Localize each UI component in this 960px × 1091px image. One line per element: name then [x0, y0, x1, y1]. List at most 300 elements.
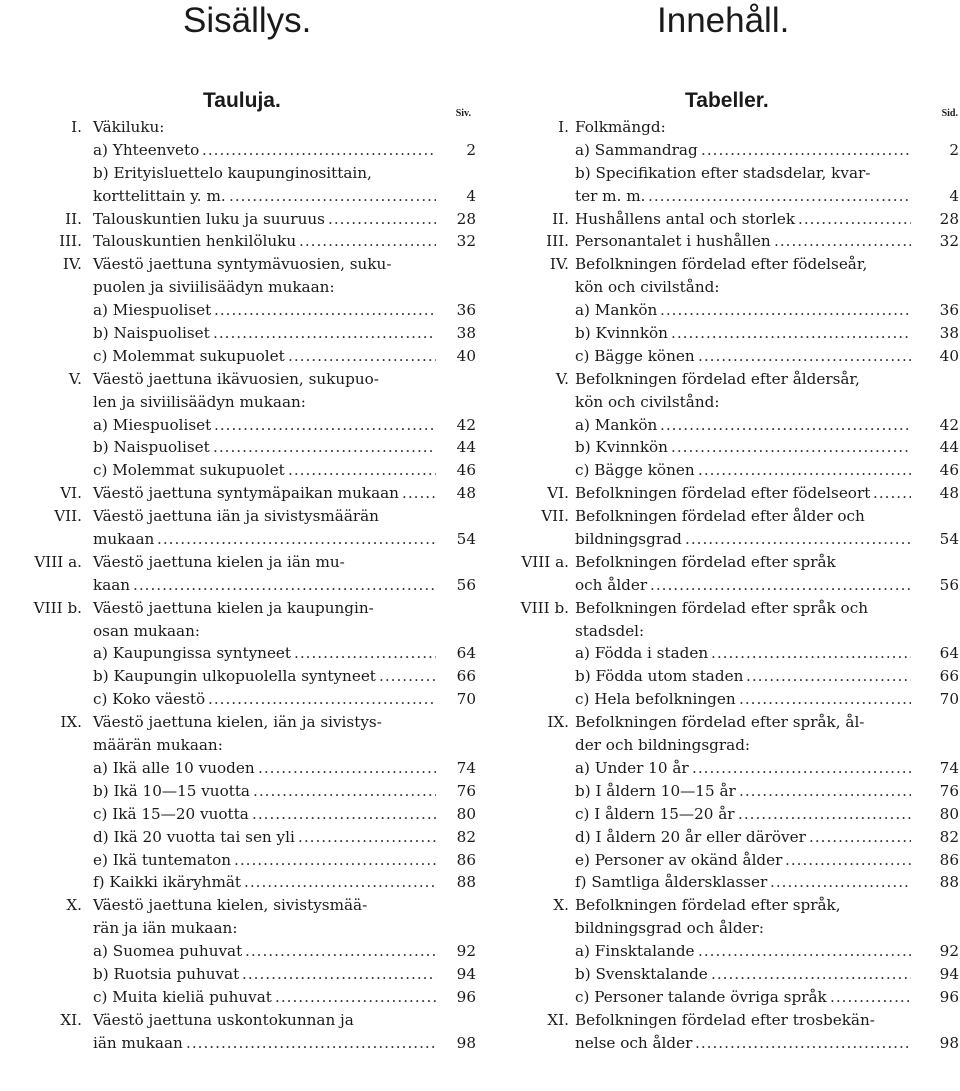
toc-entry-text: Personantalet i hushållen [575, 232, 771, 251]
dot-leader [229, 185, 436, 208]
toc-entry-number: IV. [62, 255, 82, 274]
toc-entry [0, 849, 480, 872]
dot-leader [746, 665, 911, 688]
toc-entry-text: Befolkningen fördelad efter födelseår, [575, 255, 868, 274]
toc-entry-text: b) Naispuoliset [93, 438, 210, 457]
toc-entry [500, 414, 960, 437]
toc-entry-number: VI. [60, 484, 82, 503]
toc-entry-page: 88 [939, 873, 959, 892]
toc-entry-page: 28 [456, 209, 476, 228]
dot-leader [698, 459, 911, 482]
toc-entry-text: Befolkningen fördelad efter trosbekän- [575, 1010, 875, 1029]
toc-entry-text: nelse och ålder [575, 1033, 693, 1052]
toc-entry-page: 66 [456, 667, 476, 686]
toc-entry-page: 2 [949, 140, 959, 159]
toc-entry-text: c) Muita kieliä puhuvat [93, 987, 272, 1006]
toc-entry [0, 391, 480, 414]
toc-entry-page: 46 [939, 461, 959, 480]
toc-entry [500, 551, 960, 574]
toc-list [500, 116, 960, 1055]
section-subtitle: Tabeller. [685, 89, 769, 112]
dot-leader [660, 414, 911, 437]
toc-entry-text: puolen ja siviilisäädyn mukaan: [93, 278, 335, 297]
toc-entry [0, 986, 480, 1009]
toc-entry [0, 322, 480, 345]
toc-entry-number: VII. [541, 507, 569, 526]
toc-entry [0, 780, 480, 803]
toc-entry-number: VIII b. [33, 598, 82, 617]
toc-entry-number: II. [65, 209, 82, 228]
dot-leader [242, 963, 436, 986]
toc-entry-page: 74 [939, 758, 959, 777]
toc-entry-text: stadsdel: [575, 621, 645, 640]
toc-entry-text: e) Personer av okänd ålder [575, 850, 783, 869]
toc-entry-text: b) Kaupungin ulkopuolella syntyneet [93, 667, 376, 686]
toc-entry-text: kaan [93, 575, 131, 594]
toc-entry-text: Talouskuntien luku ja suuruus [93, 209, 325, 228]
toc-entry-text: c) Molemmat sukupuolet [93, 346, 285, 365]
toc-entry-page: 44 [456, 438, 476, 457]
dot-leader [328, 208, 436, 231]
toc-entry-number: V. [555, 369, 569, 388]
toc-entry-page: 56 [939, 575, 959, 594]
dot-leader [288, 459, 436, 482]
toc-entry [0, 574, 480, 597]
toc-entry [500, 620, 960, 643]
dot-leader [671, 436, 911, 459]
toc-entry [500, 208, 960, 231]
toc-entry-page: 42 [456, 415, 476, 434]
toc-entry-text: Befolkningen fördelad efter åldersår, [575, 369, 860, 388]
toc-entry-text: a) Födda i staden [575, 644, 709, 663]
toc-entry-text: Väestö jaettuna kielen ja iän mu- [93, 552, 345, 571]
dot-leader [770, 871, 911, 894]
toc-entry [0, 826, 480, 849]
toc-entry [0, 597, 480, 620]
toc-entry-text: d) Ikä 20 vuotta tai sen yli [93, 827, 295, 846]
toc-entry-page: 64 [939, 644, 959, 663]
toc-entry-page: 92 [456, 942, 476, 961]
toc-entry-text: c) Koko väestö [93, 690, 206, 709]
toc-entry [0, 757, 480, 780]
toc-entry [500, 757, 960, 780]
dot-leader [739, 688, 911, 711]
toc-entry [0, 253, 480, 276]
toc-entry-page: 36 [939, 301, 959, 320]
dot-leader [809, 826, 911, 849]
dot-leader [695, 1032, 911, 1055]
toc-entry [0, 459, 480, 482]
toc-entry [0, 208, 480, 231]
toc-entry-text: b) Naispuoliset [93, 324, 210, 343]
dot-leader [214, 414, 436, 437]
dot-leader [186, 1032, 436, 1055]
dot-leader [830, 986, 911, 1009]
dot-leader [698, 345, 911, 368]
toc-entry-page: 32 [456, 232, 476, 251]
toc-entry-text: a) Mankön [575, 415, 658, 434]
toc-entry-text: c) I åldern 15—20 år [575, 804, 735, 823]
toc-entry [500, 253, 960, 276]
dot-leader [214, 299, 436, 322]
page-column-header: Siv. [455, 108, 471, 119]
toc-entry-page: 48 [456, 484, 476, 503]
toc-entry-text: a) Mankön [575, 301, 658, 320]
toc-entry [0, 917, 480, 940]
toc-entry-number: XI. [60, 1010, 82, 1029]
dot-leader [252, 803, 436, 826]
toc-entry [0, 414, 480, 437]
toc-entry-page: 94 [939, 964, 959, 983]
toc-entry-text: Befolkningen fördelad efter språk, [575, 896, 841, 915]
toc-entry [0, 871, 480, 894]
toc-entry [0, 551, 480, 574]
toc-entry-page: 54 [939, 530, 959, 549]
toc-entry [500, 711, 960, 734]
toc-entry [0, 162, 480, 185]
toc-entry [0, 436, 480, 459]
toc-entry [500, 642, 960, 665]
toc-entry-text: bildningsgrad och ålder: [575, 919, 764, 938]
toc-entry-page: 98 [939, 1033, 959, 1052]
toc-entry [0, 482, 480, 505]
toc-entry-number: IX. [60, 713, 82, 732]
toc-entry-page: 44 [939, 438, 959, 457]
dot-leader [244, 871, 436, 894]
dot-leader [213, 322, 436, 345]
toc-entry-text: Väestö jaettuna kielen ja kaupungin- [93, 598, 374, 617]
toc-entry-page: 76 [456, 781, 476, 800]
toc-entry [500, 139, 960, 162]
toc-entry-text: Väestö jaettuna uskontokunnan ja [93, 1010, 354, 1029]
dot-leader [698, 940, 911, 963]
toc-entry-page: 36 [456, 301, 476, 320]
toc-entry [500, 734, 960, 757]
toc-entry-page: 40 [456, 346, 476, 365]
toc-entry-page: 86 [456, 850, 476, 869]
toc-entry-page: 92 [939, 942, 959, 961]
toc-entry-text: Talouskuntien henkilöluku [93, 232, 297, 251]
toc-entry-page: 56 [456, 575, 476, 594]
toc-entry-page: 86 [939, 850, 959, 869]
toc-entry-text: kön och civilstånd: [575, 278, 720, 297]
toc-entry-text: Befolkningen fördelad efter språk, ål- [575, 713, 865, 732]
toc-entry-number: X. [553, 896, 569, 915]
toc-entry [500, 665, 960, 688]
toc-entry-page: 46 [456, 461, 476, 480]
toc-entry [0, 734, 480, 757]
toc-entry [500, 345, 960, 368]
toc-entry [0, 940, 480, 963]
toc-entry-text: a) Suomea puhuvat [93, 942, 243, 961]
toc-entry-text: der och bildningsgrad: [575, 736, 751, 755]
toc-entry-page: 88 [456, 873, 476, 892]
toc-entry-number: IV. [549, 255, 569, 274]
toc-entry [500, 299, 960, 322]
toc-entry [500, 368, 960, 391]
dot-leader [258, 757, 436, 780]
toc-entry [0, 1032, 480, 1055]
toc-entry-page: 66 [939, 667, 959, 686]
toc-entry-text: ter m. m. [575, 186, 646, 205]
toc-entry-text: len ja siviilisäädyn mukaan: [93, 392, 306, 411]
dot-leader [402, 482, 436, 505]
toc-entry [500, 322, 960, 345]
toc-entry-page: 76 [939, 781, 959, 800]
toc-entry [500, 894, 960, 917]
toc-entry [500, 574, 960, 597]
toc-entry [500, 1009, 960, 1032]
toc-entry-page: 80 [456, 804, 476, 823]
dot-leader [202, 139, 436, 162]
toc-entry-text: c) Ikä 15—20 vuotta [93, 804, 249, 823]
dot-leader [785, 849, 911, 872]
dot-leader [133, 574, 436, 597]
toc-entry [0, 299, 480, 322]
toc-entry-number: I. [71, 118, 82, 136]
toc-entry-text: a) Finsktalande [575, 942, 695, 961]
toc-entry [500, 688, 960, 711]
toc-entry-text: c) Bägge könen [575, 461, 695, 480]
toc-entry [500, 963, 960, 986]
toc-entry [0, 642, 480, 665]
toc-entry-text: Väestö jaettuna ikävuosien, sukupuo- [93, 369, 379, 388]
toc-entry-text: a) Sammandrag [575, 140, 698, 159]
toc-entry-text: a) Ikä alle 10 vuoden [93, 758, 255, 777]
dot-leader [798, 208, 911, 231]
toc-entry-page: 94 [456, 964, 476, 983]
dot-leader [701, 139, 911, 162]
dot-leader [660, 299, 911, 322]
toc-entry [500, 803, 960, 826]
toc-entry-page: 38 [939, 324, 959, 343]
toc-entry-text: a) Miespuoliset [93, 301, 212, 320]
toc-entry [500, 826, 960, 849]
toc-entry-text: a) Under 10 år [575, 758, 689, 777]
toc-entry-text: Väestö jaettuna kielen, iän ja sivistys- [93, 713, 382, 732]
toc-entry-text: c) Bägge könen [575, 346, 695, 365]
toc-entry [500, 162, 960, 185]
toc-entry-number: VIII b. [520, 598, 569, 617]
toc-entry [500, 116, 960, 139]
toc-entry [500, 230, 960, 253]
toc-entry-text: Folkmängd: [575, 118, 666, 136]
toc-entry-text: rän ja iän mukaan: [93, 919, 238, 938]
toc-entry-text: och ålder [575, 575, 648, 594]
toc-entry-page: 40 [939, 346, 959, 365]
toc-entry-text: b) Svensktalande [575, 964, 708, 983]
toc-entry-text: b) Ruotsia puhuvat [93, 964, 240, 983]
dot-leader [253, 780, 436, 803]
toc-entry-number: VII. [54, 507, 82, 526]
toc-entry [500, 505, 960, 528]
toc-entry-text: c) Hela befolkningen [575, 690, 736, 709]
toc-entry-text: Befolkningen fördelad efter språk och [575, 598, 868, 617]
toc-entry [0, 505, 480, 528]
toc-entry [0, 963, 480, 986]
toc-entry [500, 276, 960, 299]
toc-entry-text: f) Samtliga åldersklasser [575, 873, 768, 892]
toc-entry-text: f) Kaikki ikäryhmät [93, 873, 242, 892]
toc-entry-page: 28 [939, 209, 959, 228]
toc-entry [0, 620, 480, 643]
dot-leader [873, 482, 911, 505]
toc-column-swedish [500, 88, 960, 1055]
toc-entry-number: IX. [547, 713, 569, 732]
toc-entry-number: XI. [547, 1010, 569, 1029]
toc-entry-text: b) Kvinnkön [575, 438, 668, 457]
toc-entry-page: 54 [456, 530, 476, 549]
toc-entry [500, 917, 960, 940]
toc-entry-page: 64 [456, 644, 476, 663]
toc-entry [0, 230, 480, 253]
toc-entry [500, 436, 960, 459]
toc-entry [0, 665, 480, 688]
toc-entry-text: b) Födda utom staden [575, 667, 744, 686]
toc-entry-text: b) Erityisluettelo kaupunginosittain, [93, 163, 372, 182]
toc-entry [500, 849, 960, 872]
toc-entry [0, 894, 480, 917]
toc-entry-text: b) Ikä 10—15 vuotta [93, 781, 250, 800]
section-header [500, 88, 960, 119]
dot-leader [692, 757, 911, 780]
dot-leader [298, 826, 436, 849]
toc-entry-number: V. [68, 369, 82, 388]
toc-entry [0, 528, 480, 551]
toc-entry-number: VIII a. [34, 552, 82, 571]
page-column-header: Sid. [941, 108, 958, 119]
toc-entry-number: III. [59, 232, 82, 251]
toc-entry-page: 4 [466, 186, 476, 205]
dot-leader [379, 665, 436, 688]
section-subtitle: Tauluja. [203, 89, 281, 112]
dot-leader [245, 940, 436, 963]
toc-entry-number: III. [546, 232, 569, 251]
page-title-finnish: Sisällys. [183, 1, 312, 40]
toc-entry-page: 74 [456, 758, 476, 777]
toc-entry-text: Väestö jaettuna syntymävuosien, suku- [93, 255, 392, 274]
dot-leader [685, 528, 911, 551]
toc-entry-page: 42 [939, 415, 959, 434]
toc-entry-text: Väkiluku: [93, 118, 165, 136]
dot-leader [650, 574, 911, 597]
toc-entry-number: I. [558, 118, 569, 136]
dot-leader [213, 436, 436, 459]
toc-entry-page: 80 [939, 804, 959, 823]
toc-entry-text: Väestö jaettuna kielen, sivistysmää- [93, 896, 368, 915]
toc-entry-page: 4 [949, 186, 959, 205]
toc-entry-page: 82 [456, 827, 476, 846]
toc-entry [500, 871, 960, 894]
toc-entry-number: VI. [547, 484, 569, 503]
toc-entry [500, 391, 960, 414]
dot-leader [299, 230, 436, 253]
section-header [0, 88, 480, 119]
toc-entry [500, 528, 960, 551]
toc-entry [500, 459, 960, 482]
toc-entry-page: 96 [456, 987, 476, 1006]
toc-entry [0, 711, 480, 734]
toc-entry [0, 1009, 480, 1032]
toc-entry-text: b) Kvinnkön [575, 324, 668, 343]
dot-leader [294, 642, 436, 665]
dot-leader [234, 849, 436, 872]
toc-entry-text: bildningsgrad [575, 530, 682, 549]
toc-entry [0, 185, 480, 208]
toc-entry-page: 38 [456, 324, 476, 343]
dot-leader [739, 780, 911, 803]
toc-entry-text: c) Personer talande övriga språk [575, 987, 827, 1006]
toc-entry [0, 803, 480, 826]
toc-entry-text: määrän mukaan: [93, 736, 223, 755]
toc-entry [0, 276, 480, 299]
toc-entry-text: Befolkningen fördelad efter födelseort [575, 484, 871, 503]
dot-leader [738, 803, 911, 826]
toc-entry [500, 597, 960, 620]
toc-entry-page: 96 [939, 987, 959, 1006]
dot-leader [711, 642, 911, 665]
toc-entry-text: kön och civilstånd: [575, 392, 720, 411]
toc-entry-text: korttelittain y. m. [93, 186, 226, 205]
toc-entry [0, 139, 480, 162]
toc-entry [500, 185, 960, 208]
toc-entry-page: 2 [466, 140, 476, 159]
dot-leader [275, 986, 436, 1009]
toc-entry-page: 98 [456, 1033, 476, 1052]
toc-entry-text: d) I åldern 20 år eller däröver [575, 827, 806, 846]
toc-entry-number: II. [552, 209, 569, 228]
toc-entry-number: X. [66, 896, 82, 915]
dot-leader [648, 185, 911, 208]
toc-entry [500, 1032, 960, 1055]
toc-entry-text: e) Ikä tuntematon [93, 850, 232, 869]
toc-entry-text: osan mukaan: [93, 621, 200, 640]
toc-entry-text: Väestö jaettuna syntymäpaikan mukaan [93, 484, 399, 503]
toc-entry-text: Befolkningen fördelad efter ålder och [575, 507, 865, 526]
toc-entry [0, 368, 480, 391]
dot-leader [157, 528, 436, 551]
dot-leader [711, 963, 911, 986]
toc-entry-text: iän mukaan [93, 1033, 183, 1052]
toc-entry [500, 482, 960, 505]
toc-entry [500, 940, 960, 963]
toc-entry-text: a) Kaupungissa syntyneet [93, 644, 292, 663]
toc-entry-page: 70 [456, 690, 476, 709]
toc-list [0, 116, 480, 1055]
dot-leader [208, 688, 436, 711]
toc-entry-number: VIII a. [521, 552, 569, 571]
toc-entry [500, 780, 960, 803]
toc-entry-text: Väestö jaettuna iän ja sivistysmäärän [93, 507, 379, 526]
toc-entry-text: mukaan [93, 530, 155, 549]
toc-entry [500, 986, 960, 1009]
toc-entry-page: 82 [939, 827, 959, 846]
toc-entry-text: a) Yhteenveto [93, 140, 200, 159]
toc-entry-text: Hushållens antal och storlek [575, 209, 796, 228]
dot-leader [671, 322, 911, 345]
toc-column-finnish [0, 88, 480, 1055]
toc-entry-page: 48 [939, 484, 959, 503]
dot-leader [774, 230, 911, 253]
toc-entry-text: a) Miespuoliset [93, 415, 212, 434]
toc-entry-page: 32 [939, 232, 959, 251]
toc-entry-page: 70 [939, 690, 959, 709]
dot-leader [288, 345, 436, 368]
toc-entry [0, 345, 480, 368]
page-title-swedish: Innehåll. [657, 1, 790, 40]
toc-entry [0, 116, 480, 139]
toc-entry [0, 688, 480, 711]
